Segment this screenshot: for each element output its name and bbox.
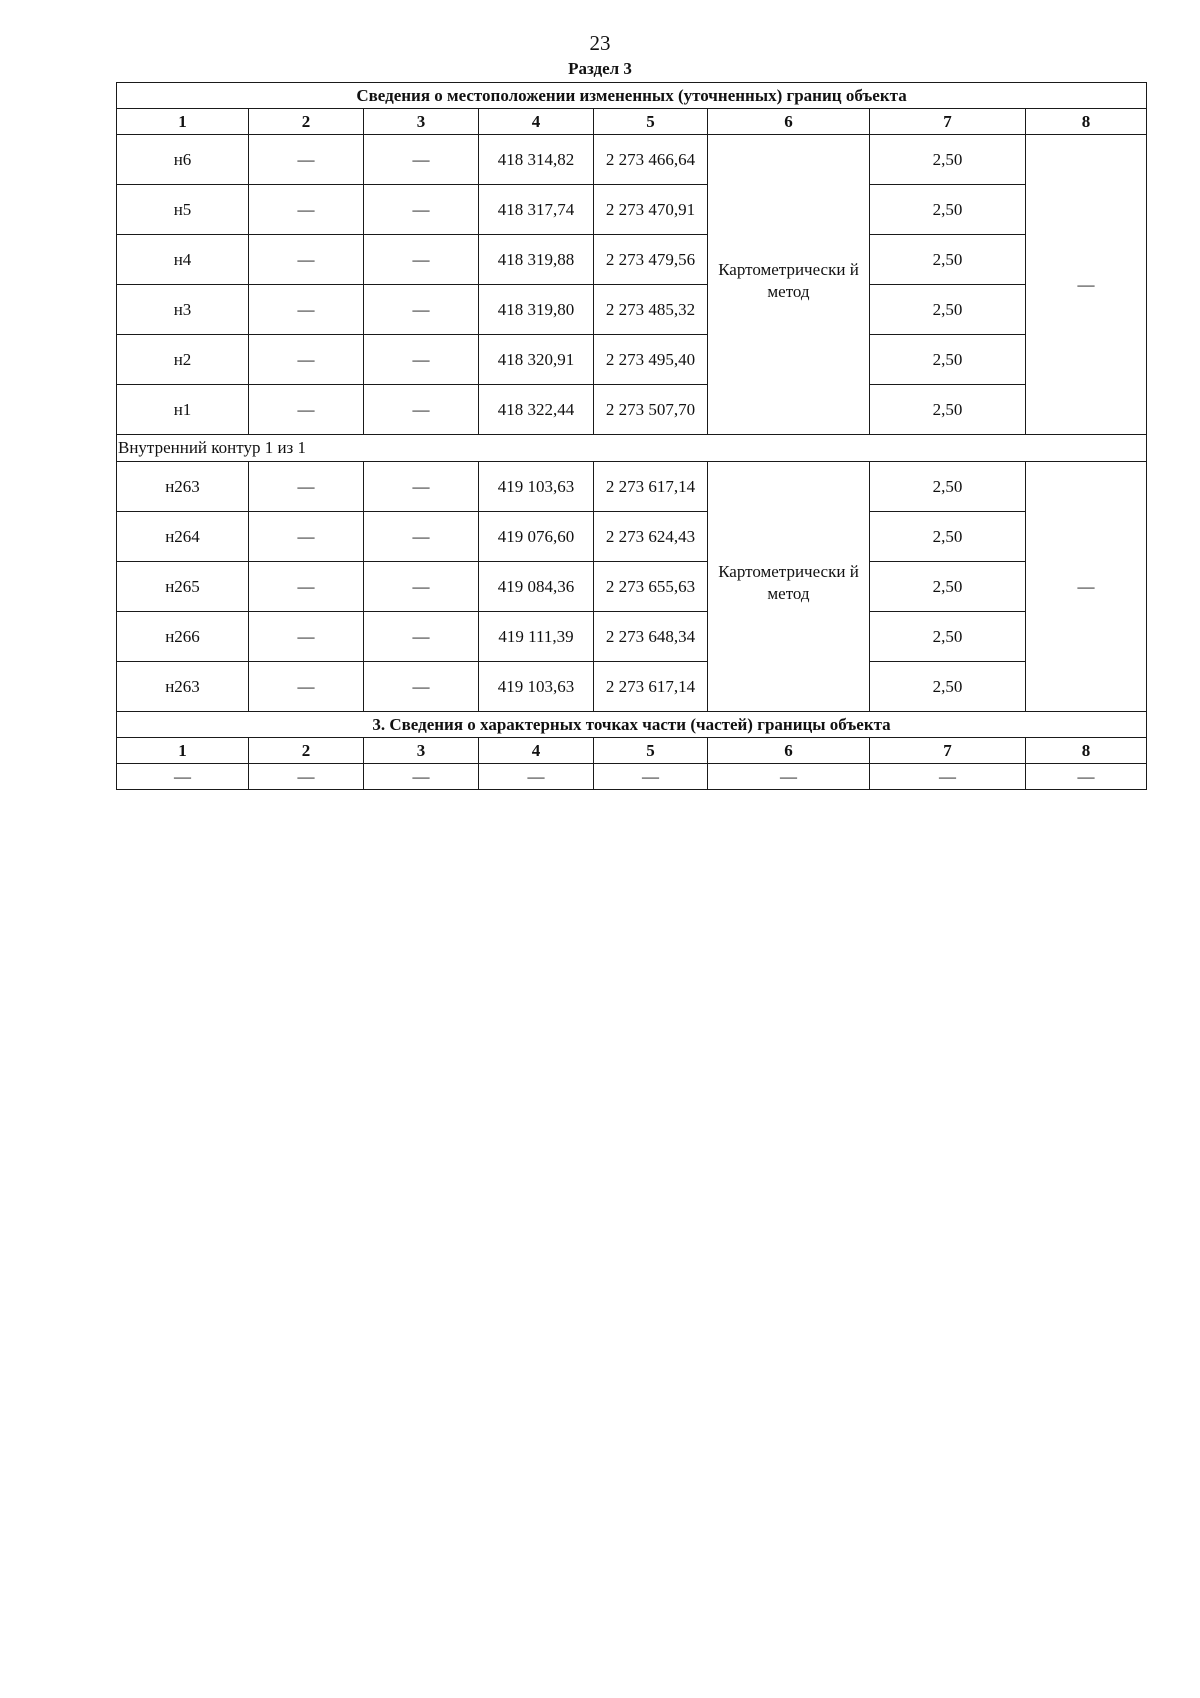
col-3-cell: — — [364, 562, 479, 612]
col-3-cell: — — [364, 612, 479, 662]
x-coordinate-cell: 419 084,36 — [479, 562, 594, 612]
x-coordinate-cell: 419 111,39 — [479, 612, 594, 662]
column-number-row — [117, 109, 1147, 135]
table-row — [117, 462, 1147, 512]
empty-cell: — — [708, 764, 870, 790]
point-name-cell: н4 — [117, 235, 249, 285]
table-row — [117, 135, 1147, 185]
col-3-cell: — — [364, 662, 479, 712]
y-coordinate-cell: 2 273 466,64 — [594, 135, 708, 185]
y-coordinate-cell: 2 273 485,32 — [594, 285, 708, 335]
col-3-cell: — — [364, 462, 479, 512]
point-name-cell: н3 — [117, 285, 249, 335]
table-row — [117, 662, 1147, 712]
accuracy-cell: 2,50 — [870, 235, 1026, 285]
table-row — [117, 385, 1147, 435]
column-number-2: 2 — [249, 738, 364, 764]
column-number-2: 2 — [249, 109, 364, 135]
point-name-cell: н263 — [117, 462, 249, 512]
column-number-4: 4 — [479, 109, 594, 135]
col-2-cell: — — [249, 385, 364, 435]
x-coordinate-cell: 418 322,44 — [479, 385, 594, 435]
col-2-cell: — — [249, 335, 364, 385]
col-2-cell: — — [249, 235, 364, 285]
x-coordinate-cell: 418 317,74 — [479, 185, 594, 235]
column-number-row — [117, 738, 1147, 764]
col-3-cell: — — [364, 335, 479, 385]
column-number-7: 7 — [870, 738, 1026, 764]
table-row — [117, 612, 1147, 662]
point-name-cell: н264 — [117, 512, 249, 562]
column-number-1: 1 — [117, 738, 249, 764]
accuracy-cell: 2,50 — [870, 185, 1026, 235]
table-row — [117, 235, 1147, 285]
x-coordinate-cell: 419 103,63 — [479, 462, 594, 512]
table2-title-row — [117, 712, 1147, 738]
column-number-3: 3 — [364, 109, 479, 135]
y-coordinate-cell: 2 273 507,70 — [594, 385, 708, 435]
page-number: 23 — [589, 31, 611, 55]
y-coordinate-cell: 2 273 479,56 — [594, 235, 708, 285]
x-coordinate-cell: 419 103,63 — [479, 662, 594, 712]
col-8-cell: — — [1026, 462, 1147, 712]
col-2-cell: — — [249, 612, 364, 662]
section-title: Раздел 3 — [568, 59, 632, 78]
column-number-1: 1 — [117, 109, 249, 135]
column-number-5: 5 — [594, 109, 708, 135]
point-name-cell: н263 — [117, 662, 249, 712]
x-coordinate-cell: 419 076,60 — [479, 512, 594, 562]
accuracy-cell: 2,50 — [870, 512, 1026, 562]
accuracy-cell: 2,50 — [870, 612, 1026, 662]
accuracy-cell: 2,50 — [870, 135, 1026, 185]
point-name-cell: н266 — [117, 612, 249, 662]
accuracy-cell: 2,50 — [870, 385, 1026, 435]
col-3-cell: — — [364, 135, 479, 185]
empty-cell: — — [117, 764, 249, 790]
table-row — [117, 285, 1147, 335]
contour-label: Внутренний контур 1 из 1 — [117, 435, 1147, 462]
column-number-6: 6 — [708, 109, 870, 135]
x-coordinate-cell: 418 319,88 — [479, 235, 594, 285]
point-name-cell: н265 — [117, 562, 249, 612]
col-2-cell: — — [249, 512, 364, 562]
table-row — [117, 335, 1147, 385]
x-coordinate-cell: 418 314,82 — [479, 135, 594, 185]
y-coordinate-cell: 2 273 495,40 — [594, 335, 708, 385]
col-2-cell: — — [249, 562, 364, 612]
table-row — [117, 512, 1147, 562]
accuracy-cell: 2,50 — [870, 562, 1026, 612]
empty-cell: — — [364, 764, 479, 790]
col-2-cell: — — [249, 662, 364, 712]
col-8-cell: — — [1026, 135, 1147, 435]
contour-label-row — [117, 435, 1147, 462]
coordinates-table — [116, 82, 1147, 790]
x-coordinate-cell: 418 319,80 — [479, 285, 594, 335]
table-row — [117, 185, 1147, 235]
column-number-5: 5 — [594, 738, 708, 764]
y-coordinate-cell: 2 273 655,63 — [594, 562, 708, 612]
method-cell: Картометрически й метод — [708, 135, 870, 435]
y-coordinate-cell: 2 273 648,34 — [594, 612, 708, 662]
col-2-cell: — — [249, 135, 364, 185]
col-2-cell: — — [249, 185, 364, 235]
accuracy-cell: 2,50 — [870, 335, 1026, 385]
table-title: Сведения о местоположении измененных (уточненных) границ объекта — [117, 83, 1147, 109]
empty-cell: — — [479, 764, 594, 790]
col-3-cell: — — [364, 385, 479, 435]
point-name-cell: н5 — [117, 185, 249, 235]
point-name-cell: н6 — [117, 135, 249, 185]
accuracy-cell: 2,50 — [870, 462, 1026, 512]
y-coordinate-cell: 2 273 624,43 — [594, 512, 708, 562]
column-number-3: 3 — [364, 738, 479, 764]
column-number-7: 7 — [870, 109, 1026, 135]
point-name-cell: н1 — [117, 385, 249, 435]
col-3-cell: — — [364, 285, 479, 335]
empty-cell: — — [870, 764, 1026, 790]
column-number-8: 8 — [1026, 738, 1147, 764]
y-coordinate-cell: 2 273 617,14 — [594, 662, 708, 712]
accuracy-cell: 2,50 — [870, 662, 1026, 712]
accuracy-cell: 2,50 — [870, 285, 1026, 335]
col-2-cell: — — [249, 462, 364, 512]
table2-title: 3. Сведения о характерных точках части (частей) границы объекта — [117, 712, 1147, 738]
col-3-cell: — — [364, 512, 479, 562]
table-row — [117, 562, 1147, 612]
column-number-8: 8 — [1026, 109, 1147, 135]
empty-cell: — — [1026, 764, 1147, 790]
y-coordinate-cell: 2 273 470,91 — [594, 185, 708, 235]
point-name-cell: н2 — [117, 335, 249, 385]
table-body — [117, 83, 1147, 790]
x-coordinate-cell: 418 320,91 — [479, 335, 594, 385]
y-coordinate-cell: 2 273 617,14 — [594, 462, 708, 512]
column-number-6: 6 — [708, 738, 870, 764]
column-number-4: 4 — [479, 738, 594, 764]
table-row — [117, 764, 1147, 790]
col-3-cell: — — [364, 235, 479, 285]
empty-cell: — — [594, 764, 708, 790]
col-2-cell: — — [249, 285, 364, 335]
col-3-cell: — — [364, 185, 479, 235]
empty-cell: — — [249, 764, 364, 790]
method-cell: Картометрически й метод — [708, 462, 870, 712]
